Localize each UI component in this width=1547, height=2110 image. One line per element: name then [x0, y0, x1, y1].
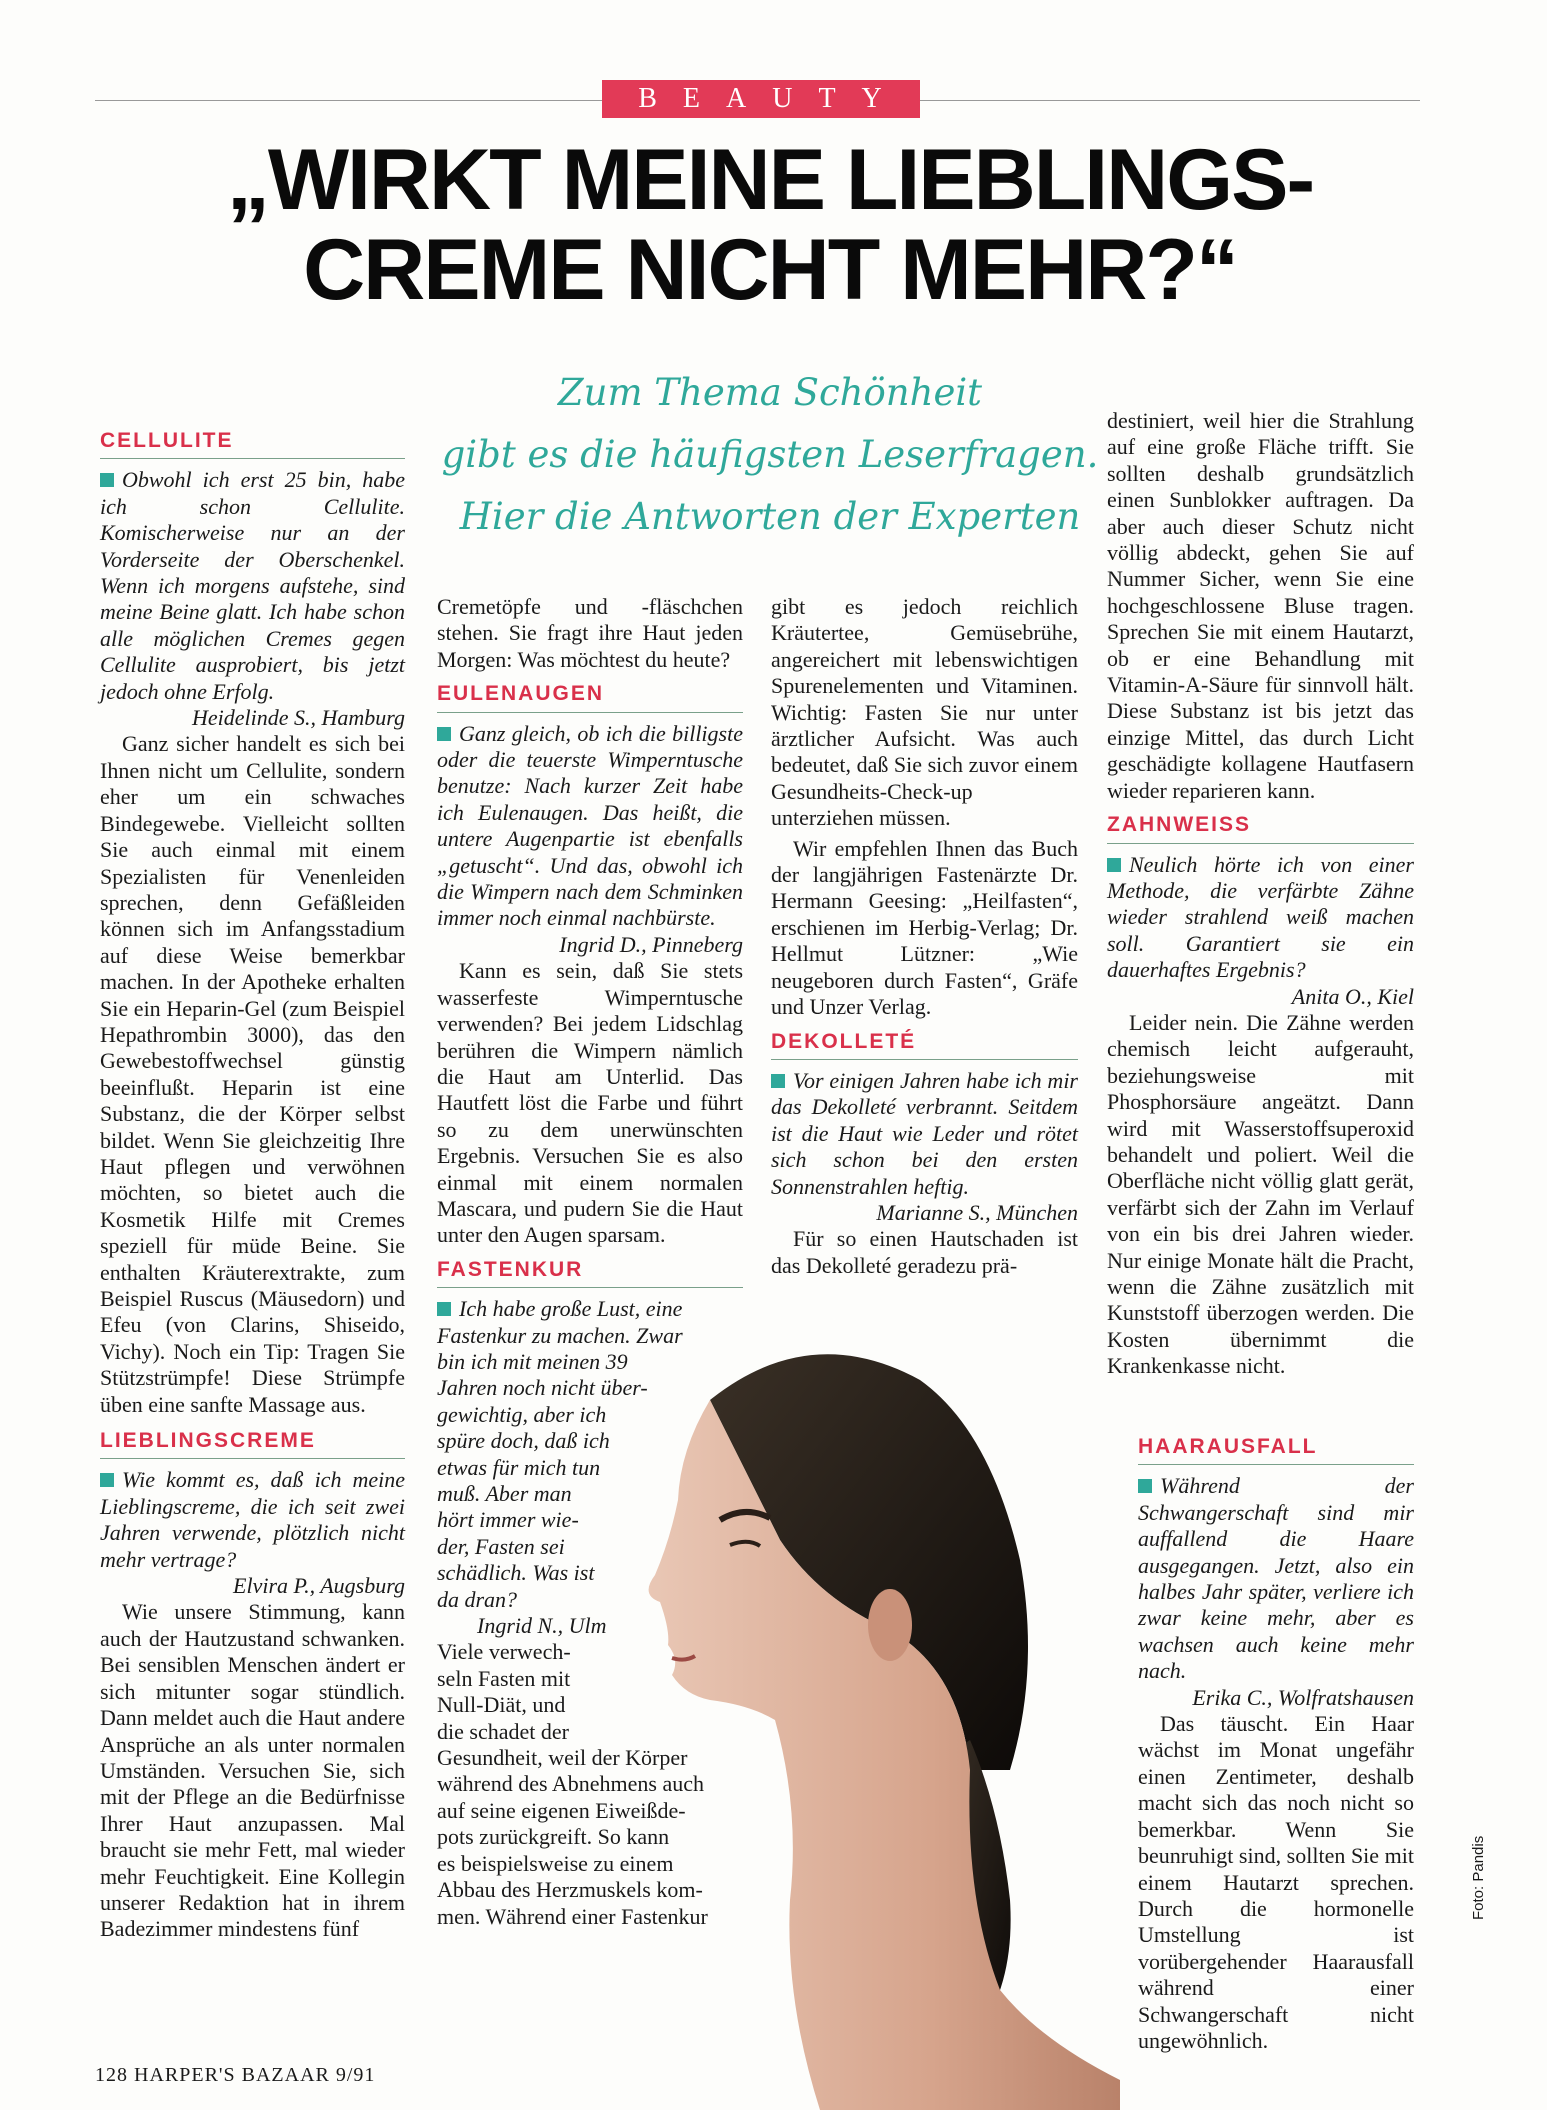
section-title-dekollete: DEKOLLETÉ: [771, 1025, 1078, 1060]
subhead-line-3: Hier die Antworten der Experten: [459, 495, 1081, 538]
subhead-line-2: gibt es die häufigsten Leserfragen.: [441, 433, 1099, 476]
question-text: Während der Schwangerschaft sind mir auffallend die Haare ausgegangen. Jetzt, also ein halbes Jahr später, verliere ich zwar keine mehr, aber es wachsen auch keine mehr nach.: [1138, 1473, 1414, 1684]
signature-haarausfall: Erika C., Wolfratshausen: [1192, 1684, 1414, 1710]
square-bullet-icon: [100, 473, 114, 487]
question-text: Vor einigen Jahren habe ich mir das Dekolleté verbrannt. Seitdem ist die Haut wie Leder und rötet sich schon bei den ersten Sonnenstrahlen heftig.: [771, 1067, 1078, 1199]
signature-lieblingscreme: Elvira P., Augsburg: [233, 1573, 405, 1599]
question-text: Neulich hörte ich von einer Methode, die verfärbte Zähne wieder strahlend weiß machen soll. Garantiert sie ein dauerhaftes Ergebnis?: [1107, 851, 1414, 983]
signature-fastenkur: Ingrid N., Ulm: [477, 1613, 607, 1639]
square-bullet-icon: [437, 727, 451, 741]
answer-line: Viele verwech-: [437, 1639, 571, 1665]
signature-eulenaugen: Ingrid D., Pinneberg: [559, 931, 743, 957]
square-bullet-icon: [100, 1473, 114, 1487]
headline-line-2: CREME NICHT MEHR?“: [303, 222, 1237, 318]
column-4: [1107, 408, 1414, 1384]
continued-text: Cremetöpfe und -fläschchen stehen. Sie fragt ihre Haut jeden Morgen: Was möchtest du heute?: [437, 594, 743, 672]
answer-cellulite: Ganz sicher handelt es sich bei Ihnen nicht um Cellulite, sondern eher um ein schwaches Bindegewebe. Vielleicht sollten Sie auch einmal mit einem Spezialisten für Venenleiden sprechen, denn Gefäßleiden können sich im Anfangsstadium auf diese Weise bemerkbar machen. In der Apotheke erhalten Sie ein Heparin-Gel (zum Beispiel Hepathrombin 3000), das den Gewebestoffwechsel günstig beeinflußt. Heparin ist eine Substanz, die der Körper selbst bildet. Wenn Sie gleichzeitig Ihre Haut pflegen und verwöhnen möchten, so bietet auch die Kosmetik Hilfe mit Cremes speziell für müde Beine. Sie enthalten Kräuterextrakte, zum Beispiel Ruscus (Mäusedorn) und Efeu (von Clarins, Shiseido, Vichy). Noch ein Tip: Tragen Sie Stützstrümpfe! Diese Strümpfe üben eine sanfte Massage aus.: [100, 731, 405, 1417]
answer-line: Abbau des Herzmuskels kom-: [437, 1877, 703, 1903]
section-title-haarausfall: HAARAUSFALL: [1138, 1430, 1414, 1465]
question-dekollete: [771, 1068, 1078, 1200]
continued-text: gibt es jedoch reichlich Kräutertee, Gemüsebrühe, angereichert mit lebenswichtigen Spurenelementen und Vitaminen. Wichtig: Fasten Sie nur unter ärztlicher Aufsicht. Was auch bedeutet, daß Sie sich zuvor einem Gesundheits-Check-up unterziehen müssen.: [771, 594, 1078, 831]
answer-line: während des Abnehmens auch: [437, 1771, 704, 1797]
question-line: Fastenkur zu machen. Zwar: [437, 1322, 683, 1348]
answer-line: seln Fasten mit: [437, 1665, 571, 1691]
question-line: da dran?: [437, 1586, 518, 1612]
answer-line: es beispielsweise zu einem: [437, 1850, 674, 1876]
question-eulenaugen: [437, 721, 743, 932]
square-bullet-icon: [771, 1074, 785, 1088]
question-line: der, Fasten sei: [437, 1533, 565, 1559]
question-line: muß. Aber man: [437, 1481, 572, 1506]
section-title-fastenkur: FASTENKUR: [437, 1253, 743, 1288]
answer-zahnweiss: Leider nein. Die Zähne werden chemisch leicht aufgerauht, beziehungsweise mit Phosphorsäure angeätzt. Dann wird mit Wasserstoffsuperoxid behandelt und poliert. Weil die Oberfläche nicht völlig glatt gerät, verfärbt sich der Zahn im Verlauf von ein bis drei Jahren wieder. Nur einige Monate hält die Pracht, wenn die Zähne zusätzlich mit Kunststoff überzogen werden. Die Kosten übernimmt die Krankenkasse nicht.: [1107, 1009, 1414, 1379]
answer-line: Gesundheit, weil der Körper: [437, 1745, 688, 1771]
square-bullet-icon: [1107, 858, 1121, 872]
section-title-lieblingscreme: LIEBLINGSCREME: [100, 1424, 405, 1459]
photo-credit: Foto: Pandis: [1470, 1835, 1487, 1920]
page-footer: 128 HARPER'S BAZAAR 9/91: [95, 2064, 376, 2086]
question-line: bin ich mit meinen 39: [437, 1348, 628, 1374]
answer-line: pots zurückgreift. So kann: [437, 1824, 670, 1850]
question-line: gewichtig, aber ich: [437, 1401, 607, 1427]
woman-profile-photo: [560, 1340, 1120, 2110]
question-line: Ich habe große Lust, eine: [437, 1296, 743, 1322]
signature-dekollete: Marianne S., München: [876, 1199, 1078, 1225]
question-line: spüre doch, daß ich: [437, 1428, 610, 1454]
answer-line: Null-Diät, und: [437, 1692, 566, 1718]
column-1: [100, 424, 405, 1947]
question-line: etwas für mich tun: [437, 1454, 601, 1480]
square-bullet-icon: [1138, 1479, 1152, 1493]
answer-line: die schadet der: [437, 1718, 569, 1744]
question-lieblingscreme: [100, 1467, 405, 1573]
question-text: Ganz gleich, ob ich die billigste oder die teuerste Wimperntusche benutze: Nach kurzer Zeit habe ich Eulenaugen. Das heißt, die untere Augenpartie ist ebenfalls „getuscht“. Und das, obwohl ich die Wimpern nach dem Schminken immer noch einmal nachbürste.: [437, 720, 743, 931]
question-zahnweiss: [1107, 852, 1414, 984]
question-haarausfall: [1138, 1473, 1414, 1684]
section-title-zahnweiss: ZAHNWEISS: [1107, 808, 1414, 843]
question-text: Wie kommt es, daß ich meine Lieblingscreme, die ich seit zwei Jahren verwende, plötzlich nicht mehr vertrage?: [100, 1467, 405, 1572]
question-cellulite: [100, 467, 405, 705]
section-title-eulenaugen: EULENAUGEN: [437, 677, 743, 712]
answer-line: auf seine eigenen Eiweißde-: [437, 1797, 686, 1823]
headline-line-1: „WIRKT MEINE LIEBLINGS-: [226, 132, 1314, 228]
question-line: schädlich. Was ist: [437, 1560, 595, 1586]
signature-cellulite: Heidelinde S., Hamburg: [191, 705, 405, 731]
column-4-lower: [1138, 1430, 1414, 2058]
answer-lieblingscreme: Wie unsere Stimmung, kann auch der Hautzustand schwanken. Bei sensiblen Menschen ändert er sich mitunter sogar stündlich. Dann meldet auch die Haut andere Ansprüche an als unter normalen Umständen. Versuchen Sie, sich mit der Pflege an die Bedürfnisse Ihrer Haut anzupassen. Mal braucht sie mehr Fett, mal wieder mehr Feuchtigkeit. Eine Kollegin unserer Redaktion hat in ihrem Badezimmer mindestens fünf: [100, 1599, 405, 1942]
signature-zahnweiss: Anita O., Kiel: [1291, 983, 1414, 1009]
rubric-beauty: BEAUTY: [602, 80, 920, 118]
book-recommendation: Wir empfehlen Ihnen das Buch der langjährigen Fastenärzte Dr. Hermann Geesing: „Heilfasten“, erschienen im Herbig-Verlag; Dr. Hellmut Lützner: „Wie neugeboren durch Fasten“, Gräfe und Unzer Verlag.: [771, 835, 1078, 1020]
answer-dekollete: Für so einen Hautschaden ist das Dekolleté geradezu prä-: [771, 1226, 1078, 1278]
question-text: Obwohl ich erst 25 bin, habe ich schon Cellulite. Komischerweise nur an der Vorderseite der Oberschenkel. Wenn ich morgens aufstehe, sind meine Beine glatt. Ich habe schon alle möglichen Cremes gegen Cellulite ausprobiert, bis jetzt jedoch ohne Erfolg.: [100, 467, 405, 704]
answer-line: men. Während einer Fastenkur: [437, 1903, 708, 1929]
headline: [120, 132, 1420, 318]
question-line: Jahren noch nicht über-: [437, 1375, 648, 1401]
question-line: hört immer wie-: [437, 1507, 579, 1533]
continued-text: destiniert, weil hier die Strahlung auf eine große Fläche trifft. Sie sollten deshalb grundsätzlich einen Sunblokker auftragen. Da aber auch dieser Schutz nicht völlig abdeckt, gehen Sie auf Nummer Sicher, wenn Sie eine hochgeschlossene Bluse tragen. Sprechen Sie mit einem Hautarzt, ob er eine Behandlung mit Vitamin-A-Säure für sinnvoll hält. Diese Substanz ist bis jetzt das einzige Mittel, das durch Licht geschädigte kollagene Hautfasern wieder reparieren kann.: [1107, 408, 1414, 803]
answer-eulenaugen: Kann es sein, daß Sie stets wasserfeste Wimperntusche verwenden? Bei jedem Lidschlag berühren die Wimpern nämlich die Haut am Unterlid. Das Hautfett löst die Farbe und führt so zu dem unerwünschten Ergebnis. Versuchen Sie es also einmal mit einem normalen Mascara, und pudern Sie die Haut unter den Augen sparsam.: [437, 958, 743, 1248]
square-bullet-icon: [437, 1302, 451, 1316]
section-title-cellulite: CELLULITE: [100, 424, 405, 459]
subhead-line-1: Zum Thema Schönheit: [557, 371, 983, 414]
column-3: [771, 594, 1078, 1283]
subhead: [420, 362, 1120, 548]
answer-haarausfall: Das täuscht. Ein Haar wächst im Monat ungefähr einen Zentimeter, deshalb macht sich das noch nicht so bemerkbar. Wenn Sie beunruhigt sind, sollten Sie mit einem Hautarzt sprechen. Durch die hormonelle Umstellung ist vorübergehender Haarausfall während einer Schwangerschaft nicht ungewöhnlich.: [1138, 1711, 1414, 2053]
